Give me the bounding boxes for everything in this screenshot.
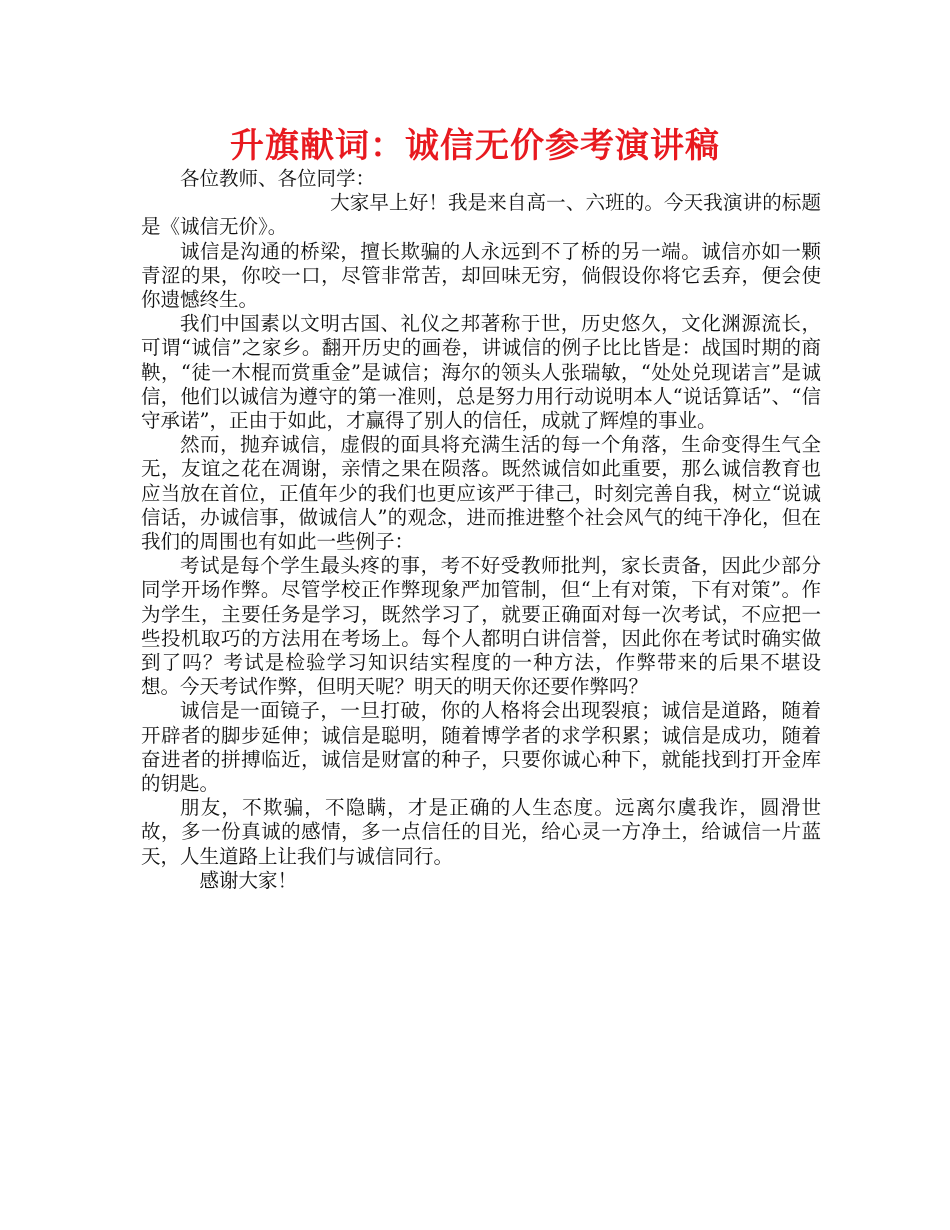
speech-body [141,167,821,893]
paragraph-mirror: 诚信是一面镜子，一旦打破，你的人格将会出现裂痕；诚信是道路，随着开辟者的脚步延伸；诚信是聪明，随着博学者的求学积累；诚信是成功，随着奋进者的拼搏临近，诚信是财富的种子，只要你诚心种下，就能找到打开金库的钥匙。 [141,699,821,796]
document-title: 升旗献词：诚信无价参考演讲稿 [230,126,720,166]
closing-line: 感谢大家！ [199,868,298,892]
paragraph-bridge: 诚信是沟通的桥梁，擅长欺骗的人永远到不了桥的另一端。诚信亦如一颗青涩的果，你咬一口，尽管非常苦，却回味无穷，倘假设你将它丢弃，便会使你遗憾终生。 [141,239,821,312]
paragraph-friends: 朋友，不欺骗，不隐瞒，才是正确的人生态度。远离尔虞我诈，圆滑世故，多一份真诚的感情，多一点信任的目光，给心灵一方净土，给诚信一片蓝天，人生道路上让我们与诚信同行。 [141,796,821,868]
paragraph-exam: 考试是每个学生最头疼的事，考不好受教师批判，家长责备，因此少部分同学开场作弊。尽管学校正作弊现象严加管制，但“上有对策，下有对策”。作为学生，主要任务是学习，既然学习了，就要正确面对每一次考试，不应把一些投机取巧的方法用在考场上。每个人都明白讲信誉，因此你在考试时确实做到了吗？考试是检验学习知识结实程度的一种方法，作弊带来的后果不堪设想。今天考试作弊，但明天呢？明天的明天你还要作弊吗？ [141,554,821,699]
greeting-line: 各位教师、各位同学： [180,167,376,190]
paragraph-opening: 大家早上好！我是来自高一、六班的。今天我演讲的标题是《诚信无价》。 [141,191,821,239]
paragraph-history: 我们中国素以文明古国、礼仪之邦著称于世，历史悠久，文化渊源流长，可谓“诚信”之家乡。翻开历史的画卷，讲诚信的例子比比皆是：战国时期的商鞅，“徒一木棍而赏重金”是诚信；海尔的领头人张瑞敏，“处处兑现诺言”是诚信，他们以诚信为遵守的第一准则，总是努力用行动说明本人“说话算话”、“信守承诺”，正由于如此，才赢得了别人的信任，成就了辉煌的事业。 [141,312,821,433]
paragraph-abandon: 然而，抛弃诚信，虚假的面具将充满生活的每一个角落，生命变得生气全无，友谊之花在凋谢，亲情之果在陨落。既然诚信如此重要，那么诚信教育也应当放在首位，正值年少的我们也更应该严于律己，时刻完善自我，树立“说诚信话，办诚信事，做诚信人”的观念，进而推进整个社会风气的纯干净化，但在我们的周围也有如此一些例子： [141,433,821,554]
